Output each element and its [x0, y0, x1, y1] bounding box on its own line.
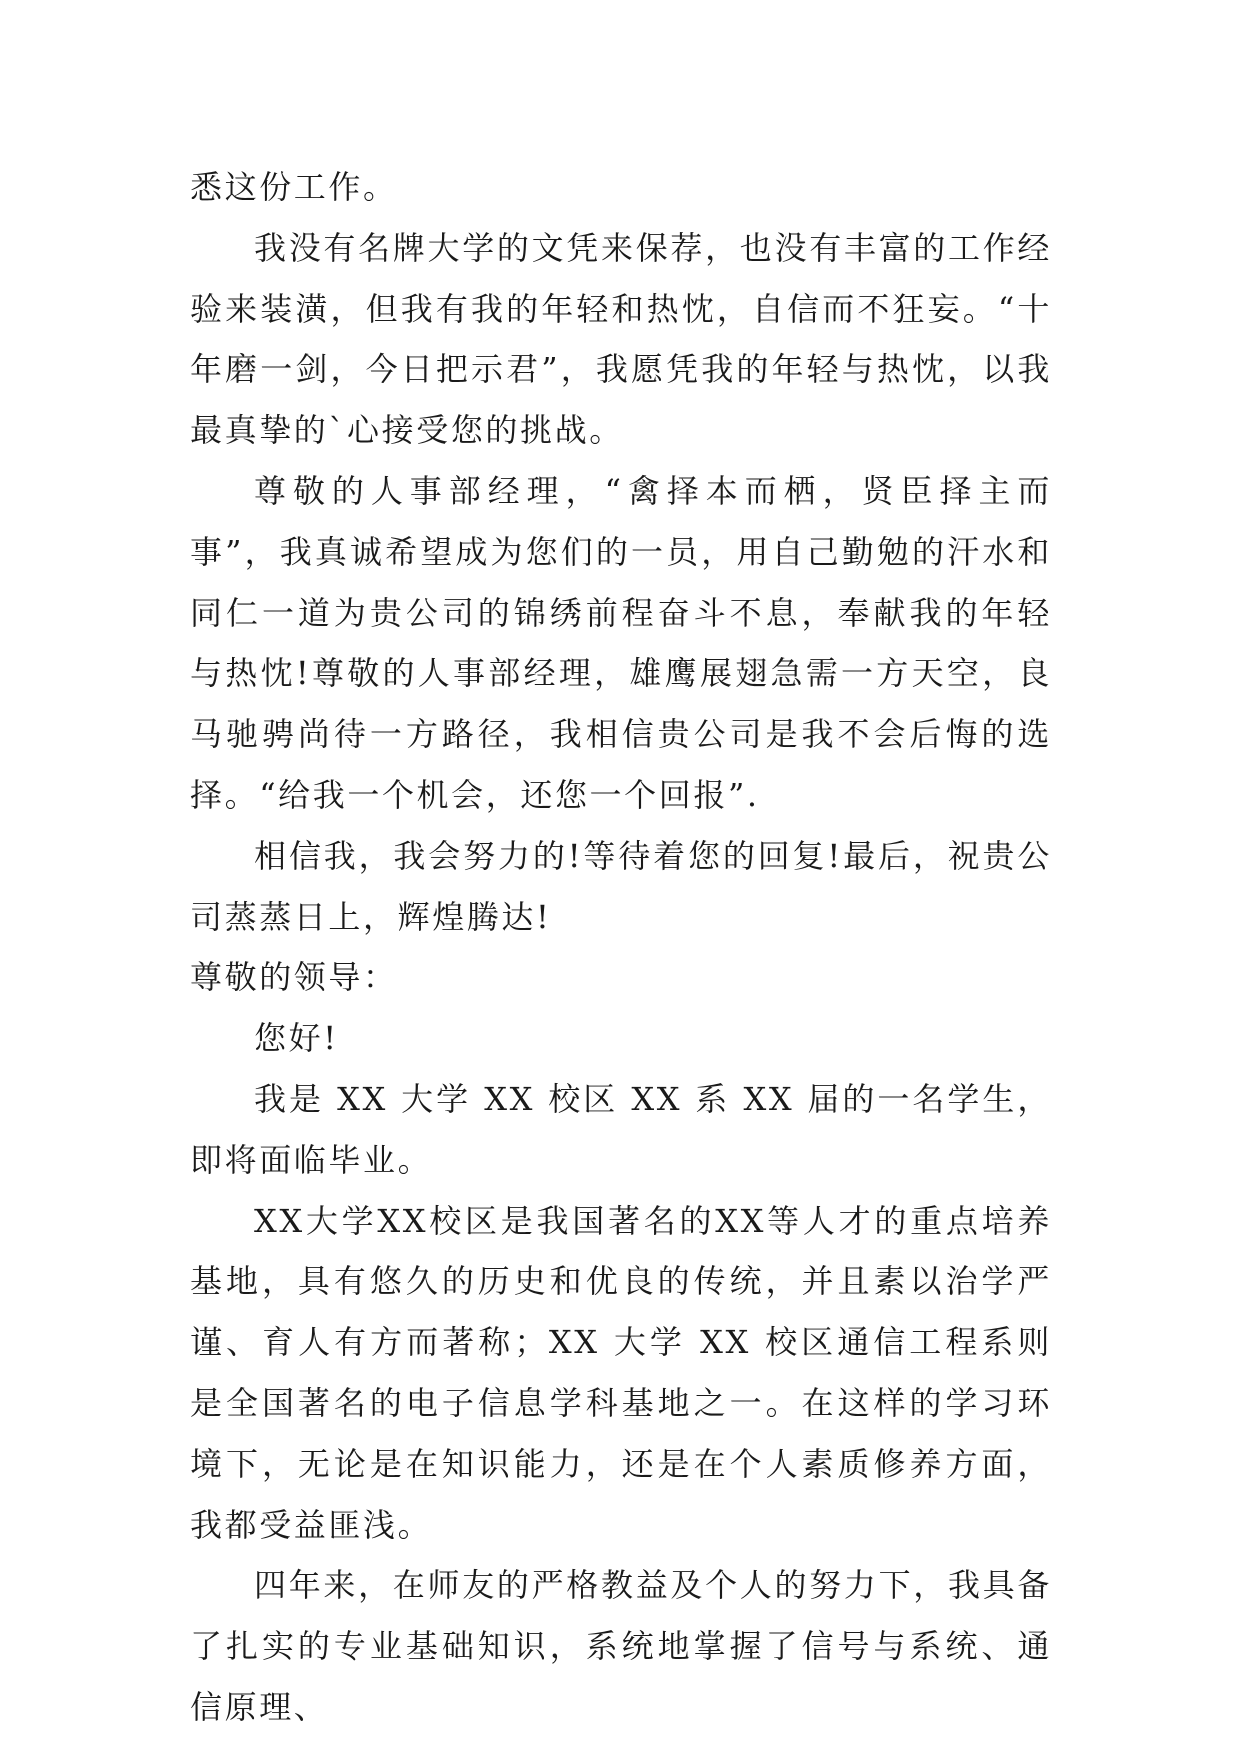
paragraph-3: 尊敬的人事部经理，“禽择本而栖，贤臣择主而事”，我真诚希望成为您们的一员，用自己勤勉的汗水和同仁一道为贵公司的锦绣前程奋斗不息，奉献我的年轻与热忱!尊敬的人事部经理，雄鹰展翅急需一方天空，良马驰骋尚待一方路径，我相信贵公司是我不会后悔的选择。“给我一个机会，还您一个回报”. [190, 471, 1052, 814]
greeting: 您好! [254, 1019, 339, 1058]
paragraph-4: 相信我，我会努力的!等待着您的回复!最后，祝贵公司蒸蒸日上，辉煌腾达! [190, 836, 1052, 936]
paragraph-8: XX大学XX校区是我国著名的XX等人才的重点培养基地，具有悠久的历史和优良的传统，并且素以治学严谨、育人有方而著称；XX 大学 XX 校区通信工程系则是全国著名的电子信息学科基地之一。在这样的学习环境下，无论是在知识能力，还是在个人素质修养方面，我都受益匪浅。 [190, 1201, 1052, 1544]
salutation: 尊敬的领导： [190, 958, 398, 997]
paragraph-2: 我没有名牌大学的文凭来保荐，也没有丰富的工作经验来装潢，但我有我的年轻和热忱，自信而不狂妄。“十年磨一剑，今日把示君”，我愿凭我的年轻与热忱，以我最真挚的`心接受您的挑战。 [190, 228, 1052, 450]
paragraph-1: 悉这份工作。 [190, 168, 398, 206]
paragraph-9: 四年来，在师友的严格教益及个人的努力下，我具备了扎实的专业基础知识，系统地掌握了信号与系统、通信原理、 [190, 1566, 1052, 1726]
paragraph-7: 我是 XX 大学 XX 校区 XX 系 XX 届的一名学生，即将面临毕业。 [190, 1079, 1052, 1179]
letter-body [190, 157, 1052, 1738]
